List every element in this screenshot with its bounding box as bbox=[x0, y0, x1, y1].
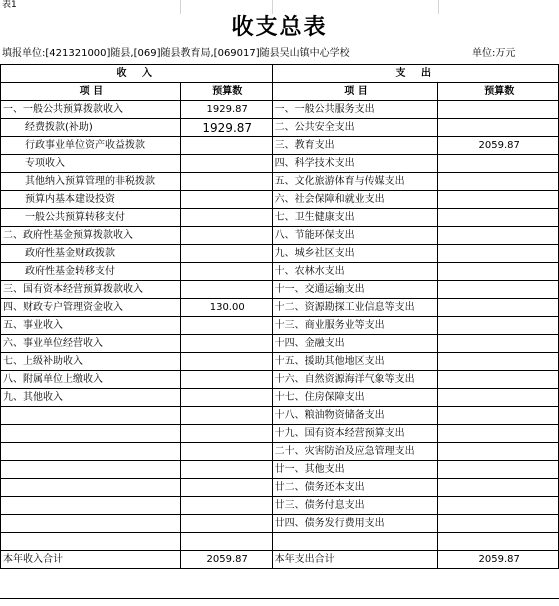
expense-item-cell[interactable]: 十一、交通运输支出 bbox=[272, 281, 438, 299]
income-item-cell[interactable]: 预算内基本建设投资 bbox=[1, 191, 181, 209]
expense-value-cell[interactable] bbox=[438, 155, 559, 173]
income-value-cell[interactable] bbox=[180, 371, 272, 389]
expense-item-header[interactable]: 项 目 bbox=[272, 83, 438, 101]
table-bottom-border bbox=[0, 598, 559, 599]
table-row bbox=[1, 317, 559, 335]
income-value-cell[interactable]: 1929.87 bbox=[180, 101, 272, 119]
table-row bbox=[1, 191, 559, 209]
expense-item-cell[interactable]: 廿四、债务发行费用支出 bbox=[272, 515, 438, 533]
expense-item-cell[interactable]: 五、文化旅游体育与传媒支出 bbox=[272, 173, 438, 191]
income-value-cell[interactable] bbox=[180, 173, 272, 191]
income-item-cell[interactable] bbox=[1, 479, 181, 497]
income-value-cell[interactable] bbox=[180, 515, 272, 533]
table-row bbox=[1, 533, 559, 551]
table-row bbox=[1, 209, 559, 227]
income-item-cell[interactable]: 专项收入 bbox=[1, 155, 181, 173]
table-row bbox=[1, 353, 559, 371]
expense-value-cell[interactable] bbox=[438, 371, 559, 389]
expense-value-cell[interactable] bbox=[438, 389, 559, 407]
income-item-cell[interactable]: 经费拨款(补助) bbox=[1, 119, 181, 137]
table-row bbox=[1, 389, 559, 407]
column-gridline bbox=[180, 0, 181, 14]
section-header-row bbox=[1, 65, 559, 83]
income-value-cell[interactable]: 130.00 bbox=[180, 299, 272, 317]
table-row bbox=[1, 443, 559, 461]
income-total-label[interactable]: 本年收入合计 bbox=[1, 551, 181, 569]
table-row bbox=[1, 119, 559, 137]
unit-label: 单位:万元 bbox=[472, 48, 516, 59]
expense-value-cell[interactable] bbox=[438, 263, 559, 281]
income-value-cell[interactable] bbox=[180, 137, 272, 155]
income-value-cell[interactable] bbox=[180, 281, 272, 299]
income-total-value[interactable]: 2059.87 bbox=[180, 551, 272, 569]
income-item-cell[interactable]: 行政事业单位资产收益拨款 bbox=[1, 137, 181, 155]
column-gridline bbox=[438, 0, 439, 14]
expense-value-cell[interactable] bbox=[438, 191, 559, 209]
column-header-row bbox=[1, 83, 559, 101]
expense-value-cell[interactable] bbox=[438, 317, 559, 335]
expense-item-cell[interactable]: 二、公共安全支出 bbox=[272, 119, 438, 137]
table-row bbox=[1, 515, 559, 533]
income-item-cell[interactable] bbox=[1, 497, 181, 515]
table-row bbox=[1, 227, 559, 245]
income-value-cell[interactable] bbox=[180, 209, 272, 227]
income-value-cell[interactable] bbox=[180, 389, 272, 407]
expense-item-cell[interactable]: 十九、国有资本经营预算支出 bbox=[272, 425, 438, 443]
report-title: 收支总表 bbox=[231, 15, 328, 40]
expense-item-cell[interactable]: 二十、灾害防治及应急管理支出 bbox=[272, 443, 438, 461]
income-value-cell[interactable] bbox=[180, 317, 272, 335]
income-item-cell[interactable]: 一、一般公共预算拨款收入 bbox=[1, 101, 181, 119]
table-row bbox=[1, 173, 559, 191]
expense-value-cell[interactable] bbox=[438, 227, 559, 245]
expense-value-cell[interactable]: 2059.87 bbox=[438, 137, 559, 155]
expense-item-cell[interactable]: 七、卫生健康支出 bbox=[272, 209, 438, 227]
income-item-header[interactable]: 项 目 bbox=[1, 83, 181, 101]
expense-item-cell[interactable]: 廿一、其他支出 bbox=[272, 461, 438, 479]
income-value-cell[interactable] bbox=[180, 155, 272, 173]
expense-value-cell[interactable] bbox=[438, 515, 559, 533]
table-row bbox=[1, 371, 559, 389]
income-value-cell[interactable] bbox=[180, 479, 272, 497]
income-item-cell[interactable]: 五、事业收入 bbox=[1, 317, 181, 335]
expense-value-cell[interactable] bbox=[438, 101, 559, 119]
expense-value-cell[interactable] bbox=[438, 353, 559, 371]
expense-value-cell[interactable] bbox=[438, 119, 559, 137]
income-value-cell[interactable] bbox=[180, 245, 272, 263]
income-value-cell[interactable]: 1929.87 bbox=[180, 119, 272, 137]
table-row bbox=[1, 461, 559, 479]
expense-item-cell[interactable]: 九、城乡社区支出 bbox=[272, 245, 438, 263]
table-row bbox=[1, 155, 559, 173]
expense-budget-header[interactable]: 预算数 bbox=[438, 83, 559, 101]
income-value-cell[interactable] bbox=[180, 407, 272, 425]
expense-value-cell[interactable] bbox=[438, 209, 559, 227]
table-row bbox=[1, 425, 559, 443]
expense-value-cell[interactable] bbox=[438, 533, 559, 551]
income-item-cell[interactable] bbox=[1, 515, 181, 533]
expense-item-cell[interactable]: 六、社会保障和就业支出 bbox=[272, 191, 438, 209]
expense-total-value[interactable]: 2059.87 bbox=[438, 551, 559, 569]
expense-value-cell[interactable] bbox=[438, 425, 559, 443]
table-row bbox=[1, 497, 559, 515]
expense-item-cell[interactable]: 一、一般公共服务支出 bbox=[272, 101, 438, 119]
expense-item-cell[interactable]: 十五、援助其他地区支出 bbox=[272, 353, 438, 371]
table-row bbox=[1, 101, 559, 119]
sheet-tag: 表1 bbox=[2, 0, 17, 10]
income-value-cell[interactable] bbox=[180, 263, 272, 281]
expense-item-cell[interactable]: 十六、自然资源海洋气象等支出 bbox=[272, 371, 438, 389]
table-row bbox=[1, 281, 559, 299]
expense-item-cell[interactable]: 三、教育支出 bbox=[272, 137, 438, 155]
expense-value-cell[interactable] bbox=[438, 497, 559, 515]
income-item-cell[interactable]: 二、政府性基金预算拨款收入 bbox=[1, 227, 181, 245]
income-item-cell[interactable]: 其他纳入预算管理的非税拨款 bbox=[1, 173, 181, 191]
income-item-cell[interactable] bbox=[1, 461, 181, 479]
income-value-cell[interactable] bbox=[180, 425, 272, 443]
expense-item-cell[interactable]: 八、节能环保支出 bbox=[272, 227, 438, 245]
table-row bbox=[1, 299, 559, 317]
expense-item-cell[interactable]: 十、农林水支出 bbox=[272, 263, 438, 281]
expense-section-header[interactable]: 支 出 bbox=[272, 65, 558, 83]
income-value-cell[interactable] bbox=[180, 227, 272, 245]
income-value-cell[interactable] bbox=[180, 191, 272, 209]
filler-unit-info: 填报单位:[421321000]随县,[069]随县教育局,[069017]随县吴山镇中心学校 bbox=[2, 48, 350, 59]
income-value-cell[interactable] bbox=[180, 533, 272, 551]
income-item-cell[interactable]: 政府性基金转移支付 bbox=[1, 263, 181, 281]
expense-value-cell[interactable] bbox=[438, 281, 559, 299]
expense-value-cell[interactable] bbox=[438, 335, 559, 353]
table-row bbox=[1, 479, 559, 497]
income-item-cell[interactable]: 七、上级补助收入 bbox=[1, 353, 181, 371]
expense-value-cell[interactable] bbox=[438, 173, 559, 191]
expense-item-cell[interactable]: 十三、商业服务业等支出 bbox=[272, 317, 438, 335]
table-row bbox=[1, 245, 559, 263]
expense-item-cell[interactable] bbox=[272, 533, 438, 551]
budget-table-body bbox=[1, 65, 559, 569]
income-item-cell[interactable]: 四、财政专户管理资金收入 bbox=[1, 299, 181, 317]
income-item-cell[interactable] bbox=[1, 443, 181, 461]
expense-value-cell[interactable] bbox=[438, 245, 559, 263]
income-value-cell[interactable] bbox=[180, 335, 272, 353]
income-item-cell[interactable] bbox=[1, 533, 181, 551]
totals-row bbox=[1, 551, 559, 569]
income-item-cell[interactable] bbox=[1, 407, 181, 425]
income-value-cell[interactable] bbox=[180, 443, 272, 461]
expense-total-label[interactable]: 本年支出合计 bbox=[272, 551, 438, 569]
income-item-cell[interactable]: 六、事业单位经营收入 bbox=[1, 335, 181, 353]
income-item-cell[interactable]: 八、附属单位上缴收入 bbox=[1, 371, 181, 389]
expense-value-cell[interactable] bbox=[438, 461, 559, 479]
income-item-cell[interactable]: 一般公共预算转移支付 bbox=[1, 209, 181, 227]
expense-item-cell[interactable]: 十七、住房保障支出 bbox=[272, 389, 438, 407]
income-section-header[interactable]: 收 入 bbox=[1, 65, 273, 83]
table-row bbox=[1, 263, 559, 281]
income-value-cell[interactable] bbox=[180, 497, 272, 515]
expense-item-cell[interactable]: 廿三、债务付息支出 bbox=[272, 497, 438, 515]
income-value-cell[interactable] bbox=[180, 353, 272, 371]
expense-value-cell[interactable] bbox=[438, 479, 559, 497]
income-item-cell[interactable] bbox=[1, 425, 181, 443]
budget-table bbox=[0, 64, 559, 569]
expense-value-cell[interactable] bbox=[438, 443, 559, 461]
expense-value-cell[interactable] bbox=[438, 407, 559, 425]
expense-item-cell[interactable]: 十八、粮油物资储备支出 bbox=[272, 407, 438, 425]
column-gridline bbox=[272, 0, 273, 14]
income-item-cell[interactable]: 九、其他收入 bbox=[1, 389, 181, 407]
expense-item-cell[interactable]: 十二、资源勘探工业信息等支出 bbox=[272, 299, 438, 317]
income-item-cell[interactable]: 三、国有资本经营预算拨款收入 bbox=[1, 281, 181, 299]
expense-item-cell[interactable]: 廿二、债务还本支出 bbox=[272, 479, 438, 497]
expense-item-cell[interactable]: 十四、金融支出 bbox=[272, 335, 438, 353]
income-value-cell[interactable] bbox=[180, 461, 272, 479]
income-item-cell[interactable]: 政府性基金财政拨款 bbox=[1, 245, 181, 263]
table-row bbox=[1, 137, 559, 155]
table-row bbox=[1, 335, 559, 353]
expense-value-cell[interactable] bbox=[438, 299, 559, 317]
expense-item-cell[interactable]: 四、科学技术支出 bbox=[272, 155, 438, 173]
table-row bbox=[1, 407, 559, 425]
income-budget-header[interactable]: 预算数 bbox=[180, 83, 272, 101]
